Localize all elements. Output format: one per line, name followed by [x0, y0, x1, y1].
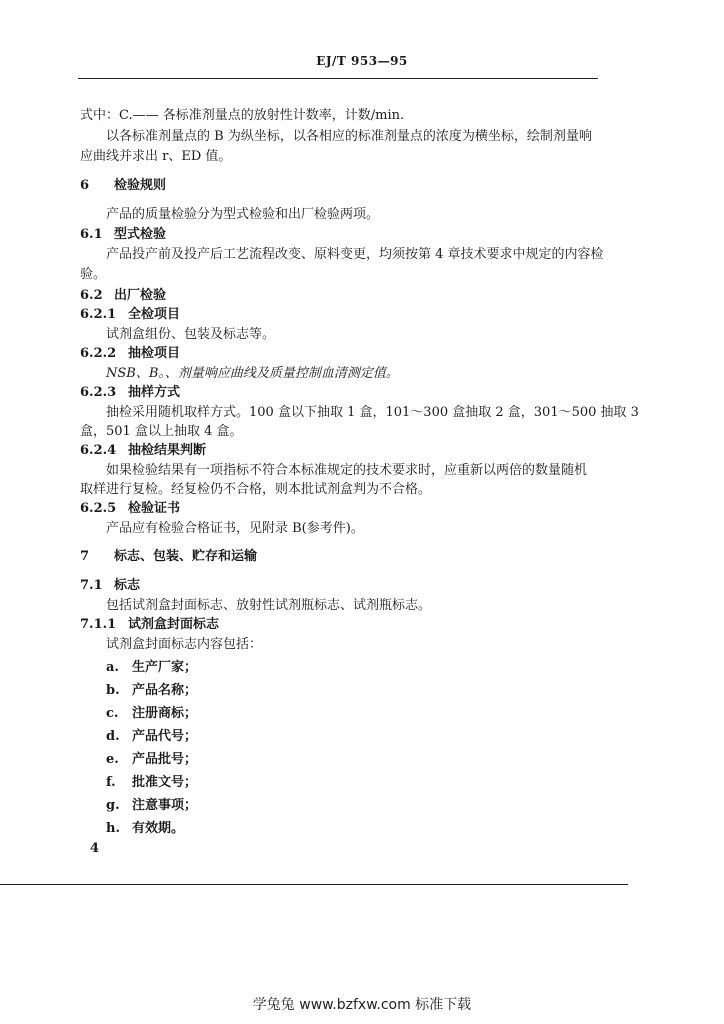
section-6-1-heading — [80, 226, 166, 244]
body-line: 抽检采用随机取样方式。100 盒以下抽取 1 盒，101～300 盒抽取 2 盒，301～500 抽取 3 — [106, 405, 639, 420]
body-line: 产品投产前及投产后工艺流程改变、原料变更，均须按第 4 章技术要求中规定的内容检 — [106, 247, 604, 262]
body-line: 取样进行复检。经复检仍不合格，则本批试剂盒判为不合格。 — [80, 482, 432, 497]
list-text: 注意事项； — [132, 798, 198, 813]
section-title: 抽样方式 — [128, 385, 181, 400]
section-number: 6.2 — [80, 288, 103, 303]
section-number: 6 — [80, 178, 90, 193]
section-number: 6.2.5 — [80, 501, 117, 516]
body-line: 验。 — [80, 267, 107, 282]
section-6-2-1-heading — [80, 306, 180, 324]
header-rule — [78, 78, 598, 79]
list-text: 产品批号； — [132, 752, 198, 767]
list-text: 批准文号； — [132, 775, 198, 790]
watermark-footer: 学兔兔 www.bzfxw.com 标准下载 — [252, 997, 472, 1013]
section-number: 6.2.4 — [80, 443, 117, 458]
section-title: 检验证书 — [128, 501, 181, 516]
section-6-2-4-heading — [80, 442, 206, 460]
body-line: 盒，501 盒以上抽取 4 盒。 — [80, 424, 243, 439]
list-letter: b. — [106, 683, 120, 698]
list-item — [106, 682, 197, 700]
section-6-heading — [80, 177, 166, 195]
list-letter: c. — [106, 706, 119, 721]
section-6-2-5-heading — [80, 500, 180, 518]
list-item — [106, 774, 197, 792]
list-item — [106, 820, 184, 838]
list-letter: g. — [106, 798, 120, 813]
section-number: 6.1 — [80, 227, 103, 242]
body-line: 如果检验结果有一项指标不符合本标准规定的技术要求时，应重新以两倍的数量随机 — [106, 463, 588, 478]
list-letter: a. — [106, 660, 119, 675]
list-text: 有效期。 — [132, 821, 185, 836]
list-item — [106, 705, 197, 723]
section-title: 型式检验 — [114, 227, 167, 242]
section-number: 7.1 — [80, 578, 103, 593]
body-line: 产品的质量检验分为型式检验和出厂检验两项。 — [106, 207, 380, 222]
list-item — [106, 751, 197, 769]
list-text: 生产厂家； — [132, 660, 198, 675]
section-number: 6.2.1 — [80, 307, 117, 322]
section-7-heading — [80, 548, 257, 566]
section-title: 抽检结果判断 — [128, 443, 207, 458]
section-title: 检验规则 — [114, 178, 167, 193]
section-title: 抽检项目 — [128, 346, 181, 361]
section-number: 6.2.3 — [80, 385, 117, 400]
body-line: 试剂盒组份、包装及标志等。 — [106, 327, 276, 342]
list-letter: h. — [106, 821, 120, 836]
section-number: 7.1.1 — [80, 617, 117, 632]
section-6-2-3-heading — [80, 384, 180, 402]
section-7-1-heading — [80, 577, 140, 595]
body-line: 试剂盒封面标志内容包括： — [106, 637, 263, 652]
page-bottom-rule — [0, 884, 628, 885]
section-title: 试剂盒封面标志 — [128, 617, 220, 632]
section-7-1-1-heading — [80, 616, 219, 634]
body-line: 产品应有检验合格证书，见附录 B(参考件)。 — [106, 521, 364, 536]
body-line: 以各标准剂量点的 B 为纵坐标，以各相应的标准剂量点的浓度为横坐标，绘制剂量响 — [106, 129, 592, 144]
section-6-2-heading — [80, 287, 166, 305]
section-number: 6.2.2 — [80, 346, 117, 361]
standard-header: EJ/T 953—95 — [316, 54, 408, 68]
body-line: 包括试剂盒封面标志、放射性试剂瓶标志、试剂瓶标志。 — [106, 598, 432, 613]
page-number: 4 — [90, 841, 100, 856]
body-line: 应曲线并求出 r、ED 值。 — [80, 149, 232, 164]
body-line: NSB、B。、剂量响应曲线及质量控制血清测定值。 — [106, 366, 399, 381]
list-letter: f. — [106, 775, 116, 790]
list-letter: e. — [106, 752, 119, 767]
list-text: 产品名称； — [132, 683, 198, 698]
section-title: 标志、包装、贮存和运输 — [114, 549, 258, 564]
section-number: 7 — [80, 549, 90, 564]
list-item — [106, 659, 197, 677]
formula-note: 式中：C.—— 各标准剂量点的放射性计数率，计数/min. — [80, 108, 405, 123]
section-title: 标志 — [114, 578, 141, 593]
section-title: 全检项目 — [128, 307, 181, 322]
list-item — [106, 797, 197, 815]
list-item — [106, 728, 197, 746]
list-letter: d. — [106, 729, 120, 744]
list-text: 注册商标； — [132, 706, 198, 721]
list-text: 产品代号； — [132, 729, 198, 744]
section-title: 出厂检验 — [114, 288, 167, 303]
section-6-2-2-heading — [80, 345, 180, 363]
